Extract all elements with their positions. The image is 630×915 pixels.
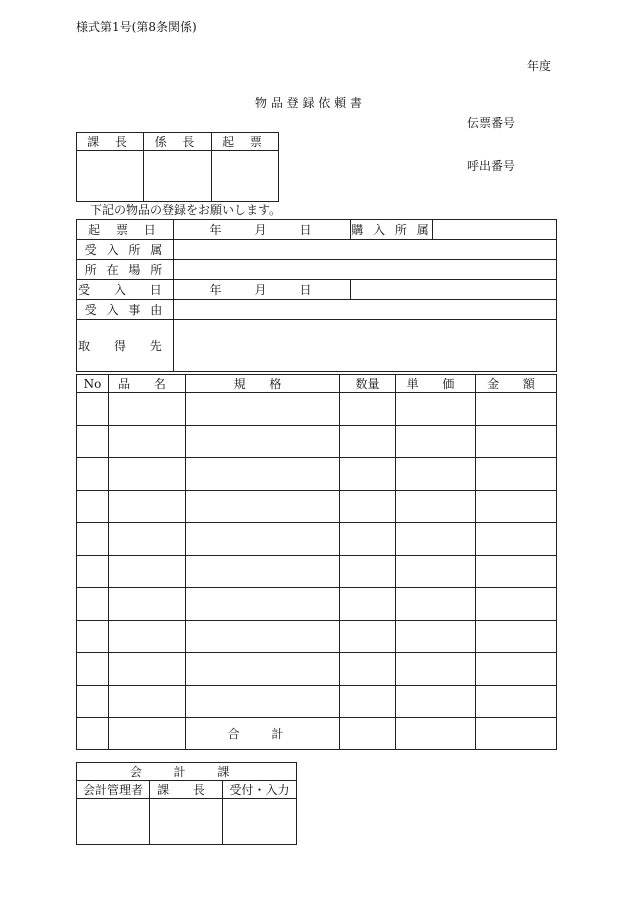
item-no-cell[interactable]	[77, 555, 109, 588]
item-quantity-cell[interactable]	[340, 653, 396, 686]
accounting-title: 会 計 課	[77, 763, 297, 781]
item-amount-cell[interactable]	[476, 393, 557, 426]
item-spec-cell[interactable]	[186, 425, 340, 458]
approval-stamp-subsection-chief[interactable]	[144, 151, 212, 202]
item-no-cell[interactable]	[77, 588, 109, 621]
item-quantity-cell[interactable]	[340, 490, 396, 523]
item-name-cell[interactable]	[109, 555, 186, 588]
approval-header-section-chief: 課 長	[77, 133, 144, 151]
item-no-cell[interactable]	[77, 653, 109, 686]
col-header-unit-price: 単 価	[396, 375, 476, 393]
acquired-from-label: 取 得 先	[77, 320, 174, 372]
item-unit-price-cell[interactable]	[396, 425, 476, 458]
info-table	[76, 219, 557, 372]
accounting-header-reception: 受付・入力	[223, 781, 297, 799]
fiscal-year: 年度	[527, 59, 552, 73]
receive-date-field[interactable]: 年 月 日	[174, 280, 351, 300]
item-name-cell[interactable]	[109, 393, 186, 426]
item-amount-cell[interactable]	[476, 620, 557, 653]
item-unit-price-cell[interactable]	[396, 620, 476, 653]
call-number-label: 呼出番号	[467, 159, 516, 173]
table-row	[77, 393, 557, 426]
acquired-from-field[interactable]	[174, 320, 557, 372]
purchase-dept-label: 購 入 所 属	[351, 220, 433, 240]
item-name-cell[interactable]	[109, 685, 186, 718]
item-amount-cell[interactable]	[476, 490, 557, 523]
item-spec-cell[interactable]	[186, 588, 340, 621]
accounting-stamp-manager[interactable]	[77, 799, 150, 845]
purchase-dept-field[interactable]	[433, 220, 557, 240]
item-name-cell[interactable]	[109, 620, 186, 653]
table-row	[77, 458, 557, 491]
receive-reason-field[interactable]	[174, 300, 557, 320]
item-name-cell[interactable]	[109, 490, 186, 523]
item-quantity-cell[interactable]	[340, 458, 396, 491]
item-name-cell[interactable]	[109, 458, 186, 491]
request-text: 下記の物品の登録をお願いします。	[90, 203, 282, 217]
table-row	[77, 425, 557, 458]
item-no-cell[interactable]	[77, 425, 109, 458]
item-no-cell[interactable]	[77, 523, 109, 556]
item-spec-cell[interactable]	[186, 523, 340, 556]
item-amount-cell[interactable]	[476, 458, 557, 491]
item-unit-price-cell[interactable]	[396, 653, 476, 686]
receive-reason-label: 受 入 事 由	[77, 300, 174, 320]
item-unit-price-cell[interactable]	[396, 523, 476, 556]
accounting-stamp-section-chief[interactable]	[150, 799, 223, 845]
item-spec-cell[interactable]	[186, 393, 340, 426]
item-spec-cell[interactable]	[186, 490, 340, 523]
total-no-cell	[77, 718, 109, 750]
receive-date-extra[interactable]	[351, 280, 557, 300]
item-unit-price-cell[interactable]	[396, 588, 476, 621]
item-quantity-cell[interactable]	[340, 555, 396, 588]
table-row	[77, 555, 557, 588]
item-unit-price-cell[interactable]	[396, 393, 476, 426]
approval-table	[76, 132, 279, 202]
approval-stamp-drafter[interactable]	[212, 151, 279, 202]
page-title: 物 品 登 録 依 頼 書	[255, 96, 362, 110]
total-name-cell	[109, 718, 186, 750]
item-quantity-cell[interactable]	[340, 685, 396, 718]
item-quantity-cell[interactable]	[340, 523, 396, 556]
accounting-table	[76, 762, 297, 845]
form-number: 様式第1号(第8条関係)	[76, 20, 197, 34]
total-amount-cell[interactable]	[476, 718, 557, 750]
col-header-item-name: 品 名	[109, 375, 186, 393]
item-name-cell[interactable]	[109, 588, 186, 621]
item-no-cell[interactable]	[77, 685, 109, 718]
item-no-cell[interactable]	[77, 490, 109, 523]
item-name-cell[interactable]	[109, 523, 186, 556]
item-spec-cell[interactable]	[186, 458, 340, 491]
items-table	[76, 374, 557, 750]
slip-number-label: 伝票番号	[467, 116, 516, 130]
item-amount-cell[interactable]	[476, 653, 557, 686]
col-header-quantity: 数量	[340, 375, 396, 393]
total-unit-price-cell[interactable]	[396, 718, 476, 750]
item-amount-cell[interactable]	[476, 555, 557, 588]
item-quantity-cell[interactable]	[340, 425, 396, 458]
accounting-header-section-chief: 課 長	[150, 781, 223, 799]
approval-header-drafter: 起 票	[212, 133, 279, 151]
item-unit-price-cell[interactable]	[396, 685, 476, 718]
table-row	[77, 685, 557, 718]
table-row	[77, 620, 557, 653]
item-spec-cell[interactable]	[186, 620, 340, 653]
item-quantity-cell[interactable]	[340, 620, 396, 653]
item-quantity-cell[interactable]	[340, 393, 396, 426]
table-row	[77, 653, 557, 686]
item-name-cell[interactable]	[109, 653, 186, 686]
item-name-cell[interactable]	[109, 425, 186, 458]
total-quantity-cell[interactable]	[340, 718, 396, 750]
table-row	[77, 523, 557, 556]
approval-header-subsection-chief: 係 長	[144, 133, 212, 151]
accounting-stamp-reception[interactable]	[223, 799, 297, 845]
total-label: 合 計	[186, 718, 340, 750]
item-amount-cell[interactable]	[476, 588, 557, 621]
item-spec-cell[interactable]	[186, 653, 340, 686]
accounting-header-manager: 会計管理者	[77, 781, 150, 799]
item-amount-cell[interactable]	[476, 425, 557, 458]
col-header-amount: 金 額	[476, 375, 557, 393]
location-label: 所 在 場 所	[77, 260, 174, 280]
approval-stamp-section-chief[interactable]	[77, 151, 144, 202]
item-spec-cell[interactable]	[186, 555, 340, 588]
item-amount-cell[interactable]	[476, 685, 557, 718]
col-header-spec: 規 格	[186, 375, 340, 393]
issue-date-field[interactable]: 年 月 日	[174, 220, 351, 240]
item-no-cell[interactable]	[77, 458, 109, 491]
receive-date-label: 受 入 日	[77, 280, 174, 300]
issue-date-label: 起 票 日	[77, 220, 174, 240]
item-unit-price-cell[interactable]	[396, 458, 476, 491]
item-spec-cell[interactable]	[186, 685, 340, 718]
table-row	[77, 490, 557, 523]
item-no-cell[interactable]	[77, 620, 109, 653]
receiving-dept-label: 受 入 所 属	[77, 240, 174, 260]
col-header-no: No	[77, 375, 109, 393]
table-row	[77, 588, 557, 621]
item-unit-price-cell[interactable]	[396, 555, 476, 588]
item-no-cell[interactable]	[77, 393, 109, 426]
item-unit-price-cell[interactable]	[396, 490, 476, 523]
location-field[interactable]	[174, 260, 557, 280]
item-amount-cell[interactable]	[476, 523, 557, 556]
receiving-dept-field[interactable]	[174, 240, 557, 260]
item-quantity-cell[interactable]	[340, 588, 396, 621]
